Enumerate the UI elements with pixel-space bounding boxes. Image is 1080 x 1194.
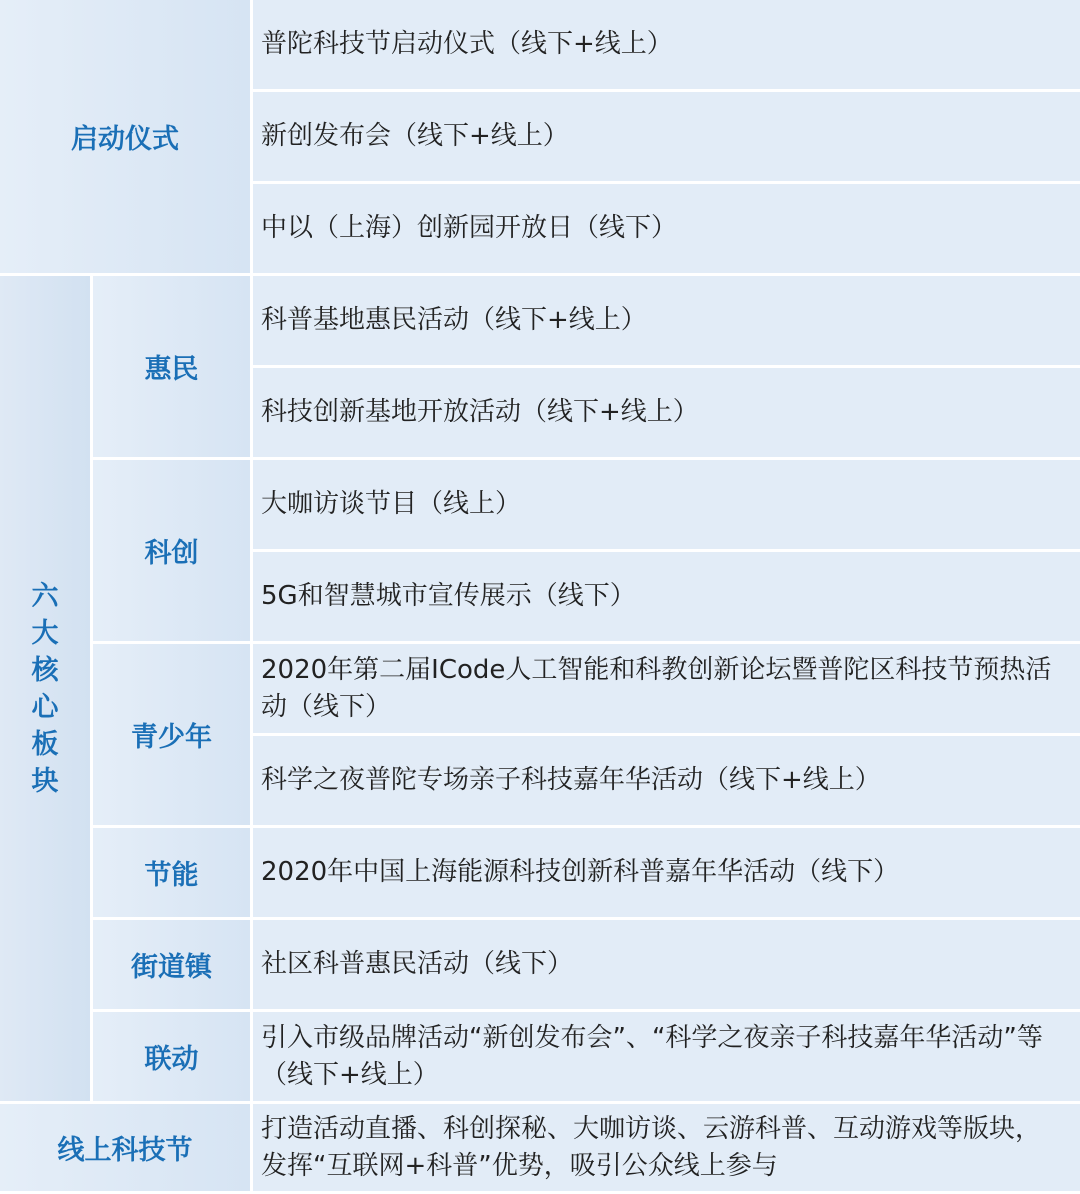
table-row: 科技创新基地开放活动（线下+线上） [253, 368, 1080, 460]
table-row-text: 2020年第二届ICode人工智能和科教创新论坛暨普陀区科技节预热活动（线下） [261, 654, 1052, 722]
subgroup-linkage: 联动 [93, 1012, 253, 1104]
table-row [253, 644, 1080, 736]
table-row: 新创发布会（线下+线上） [253, 92, 1080, 184]
table-row-text: 引入市级品牌活动“新创发布会”、“科学之夜亲子科技嘉年华活动”等（线下+线上） [261, 1022, 1043, 1090]
table-row: 2020年中国上海能源科技创新科普嘉年华活动（线下） [253, 828, 1080, 920]
subgroup-huimin: 惠民 [93, 276, 253, 460]
group-online-tech-festival: 线上科技节 [0, 1104, 253, 1194]
table-row: 5G和智慧城市宣传展示（线下） [253, 552, 1080, 644]
table-row [253, 1012, 1080, 1104]
table-row: 科学之夜普陀专场亲子科技嘉年华活动（线下+线上） [253, 736, 1080, 828]
table-row [253, 1104, 1080, 1194]
table-row: 中以（上海）创新园开放日（线下） [253, 184, 1080, 276]
group-six-core-sections [0, 276, 93, 1104]
subgroup-kechuang: 科创 [93, 460, 253, 644]
group-launch-ceremony: 启动仪式 [0, 0, 253, 276]
table-row: 普陀科技节启动仪式（线下+线上） [253, 0, 1080, 92]
table-row: 大咖访谈节目（线上） [253, 460, 1080, 552]
group-six-core-sections-label: 六大核心板块 [31, 580, 59, 797]
subgroup-street-town: 街道镇 [93, 920, 253, 1012]
subgroup-youth: 青少年 [93, 644, 253, 828]
subgroup-energy-saving: 节能 [93, 828, 253, 920]
table-row-text: 打造活动直播、科创探秘、大咖访谈、云游科普、互动游戏等版块，发挥“互联网+科普”优势，吸引公众线上参与 [261, 1113, 1042, 1181]
table-row: 科普基地惠民活动（线下+线上） [253, 276, 1080, 368]
table-row: 社区科普惠民活动（线下） [253, 920, 1080, 1012]
